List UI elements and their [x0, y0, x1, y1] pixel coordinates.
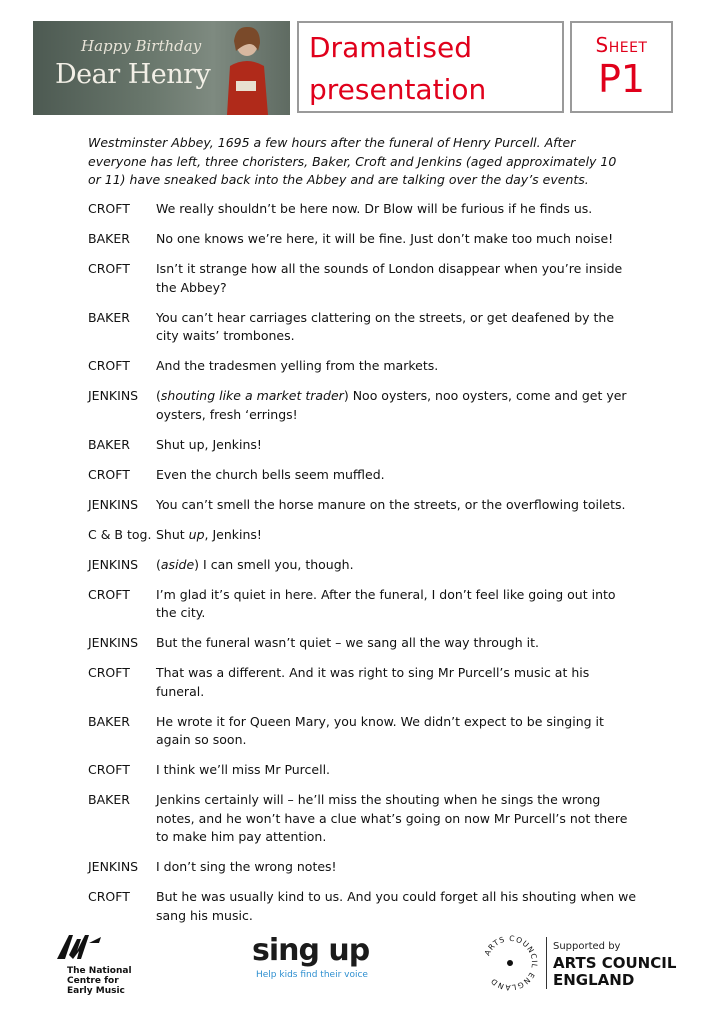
speaker-name: CROFT: [88, 586, 130, 602]
ncem-line3: Early Music: [67, 986, 125, 996]
arts-council-line1: ARTS COUNCIL: [553, 954, 677, 972]
stage-direction: shouting like a market trader: [160, 388, 344, 403]
arts-council-divider: [546, 937, 547, 989]
script-row: [88, 858, 638, 877]
speech-text: Shut: [156, 526, 189, 542]
speaker-name: JENKINS: [88, 859, 139, 874]
arts-council-logo: [480, 933, 680, 993]
script-row: [88, 526, 638, 545]
script-row: [88, 387, 638, 424]
script-row: [88, 496, 638, 515]
speech-line: And the tradesmen yelling from the markets.: [156, 358, 439, 373]
document-title: [309, 27, 486, 111]
speaker-name: JENKINS: [88, 556, 139, 572]
speech-line: We really shouldn’t be here now. Dr Blow will be furious if he finds us.: [156, 201, 593, 216]
script-row: [88, 586, 638, 623]
stage-direction: aside: [160, 556, 195, 572]
emphasis-text: up: [188, 526, 205, 542]
speech-line: You can’t hear carriages clattering on the streets, or get deafened by the city waits’ trombones.: [156, 309, 615, 343]
script-row: [88, 200, 638, 219]
title-line2: presentation: [309, 73, 487, 106]
speaker-name: BAKER: [88, 231, 130, 246]
arts-council-line2: ENGLAND: [553, 971, 635, 989]
speaker-name: BAKER: [88, 309, 130, 325]
script-body: [88, 200, 638, 937]
sheet-number: P1: [597, 57, 646, 101]
speaker-name: CROFT: [88, 201, 130, 216]
svg-text:ARTS COUNCIL ENGLAND: ARTS COUNCIL ENGLAND: [482, 933, 540, 993]
speaker-name: BAKER: [88, 436, 130, 452]
script-row: [88, 230, 638, 249]
speech-line: Shut up, Jenkins!: [156, 436, 262, 452]
script-row: [88, 761, 638, 780]
speech-line: That was a different. And it was right to sing Mr Purcell’s music at his funeral.: [156, 665, 590, 699]
speech-line: I don’t sing the wrong notes!: [156, 859, 337, 874]
footer-logos: [0, 925, 720, 1019]
arts-council-circle-icon: [480, 933, 540, 993]
speech-text: , Jenkins!: [204, 526, 262, 542]
speaker-name: CROFT: [88, 261, 130, 276]
speaker-name: JENKINS: [88, 496, 139, 512]
speaker-name: BAKER: [88, 713, 130, 729]
singup-logo: [252, 933, 382, 980]
speech-line: Even the church bells seem muffled.: [156, 466, 385, 482]
sheet-label: Sheet: [595, 33, 648, 57]
script-row: [88, 436, 638, 455]
speech-line: You can’t smell the horse manure on the streets, or the overflowing toilets.: [156, 496, 626, 512]
script-row: [88, 888, 638, 925]
speaker-name: CROFT: [88, 358, 130, 373]
speech-line: But he was usually kind to us. And you could forget all his shouting when we sang his music.: [156, 889, 637, 923]
script-row: [88, 556, 638, 575]
speech-line: Jenkins certainly will – he’ll miss the shouting when he sings the wrong notes, and he won’t have a clue what’s going on now Mr Purcell’s not there to make him pay attention.: [156, 792, 628, 844]
speaker-name: JENKINS: [88, 635, 139, 650]
script-row: [88, 357, 638, 376]
speech-line: [156, 526, 638, 545]
speaker-name: CROFT: [88, 889, 130, 904]
speech-text: I can smell you, though.: [199, 556, 354, 572]
speech-text: Noo oysters, noo oysters, come and get yer oysters, fresh ‘errings!: [156, 388, 627, 422]
singup-wordmark: sing up: [252, 933, 370, 968]
title-box: [297, 21, 564, 113]
speaker-name: JENKINS: [88, 388, 139, 403]
singup-tagline: Help kids find their voice: [256, 970, 368, 980]
script-row: [88, 466, 638, 485]
speech-line: (shouting like a market trader) Noo oysters, noo oysters, come and get yer oysters, fresh ‘errings!: [156, 388, 627, 422]
speech-line: He wrote it for Queen Mary, you know. We didn’t expect to be singing it again so soon.: [156, 713, 604, 747]
ncem-text: [67, 966, 147, 996]
speech-line: I think we’ll miss Mr Purcell.: [156, 762, 331, 777]
happy-birthday-banner: [33, 21, 290, 115]
portrait-image: [222, 21, 272, 115]
speech-line: Isn’t it strange how all the sounds of London disappear when you’re inside the Abbey?: [156, 261, 623, 295]
ncem-line2: Centre for: [67, 976, 119, 986]
speaker-name: C & B tog.: [88, 526, 152, 542]
banner-line2: Dear Henry: [55, 59, 211, 90]
speaker-name: CROFT: [88, 466, 130, 482]
script-row: [88, 309, 638, 346]
speaker-name: CROFT: [88, 665, 130, 680]
script-row: [88, 713, 638, 750]
ncem-line1: The National: [67, 966, 132, 976]
ncem-logo: [55, 929, 132, 996]
sheet-box: [570, 21, 673, 113]
ncem-mark-icon: [55, 929, 105, 965]
speech-line: But the funeral wasn’t quiet – we sang all the way through it.: [156, 635, 539, 650]
script-row: [88, 260, 638, 297]
scene-description: Westminster Abbey, 1695 a few hours after the funeral of Henry Purcell. After everyone has left, three choristers, Baker, Croft and Jenkins (aged approximately 10 or 11) have sneaked back into the Abbey and are talking over the day’s events.: [88, 135, 617, 187]
speaker-name: CROFT: [88, 762, 130, 777]
script-row: [88, 634, 638, 653]
arts-council-name: [553, 955, 676, 989]
title-line1: Dramatised: [309, 31, 473, 64]
supported-by-text: Supported by: [553, 941, 621, 952]
script-row: [88, 791, 638, 847]
speech-line: (aside) I can smell you, though.: [156, 556, 354, 572]
script-row: [88, 664, 638, 701]
speech-line: I’m glad it’s quiet in here. After the funeral, I don’t feel like going out into the city.: [156, 586, 616, 620]
speaker-name: BAKER: [88, 792, 130, 807]
banner-line1: Happy Birthday: [81, 37, 202, 55]
speech-line: No one knows we’re here, it will be fine. Just don’t make too much noise!: [156, 231, 614, 246]
